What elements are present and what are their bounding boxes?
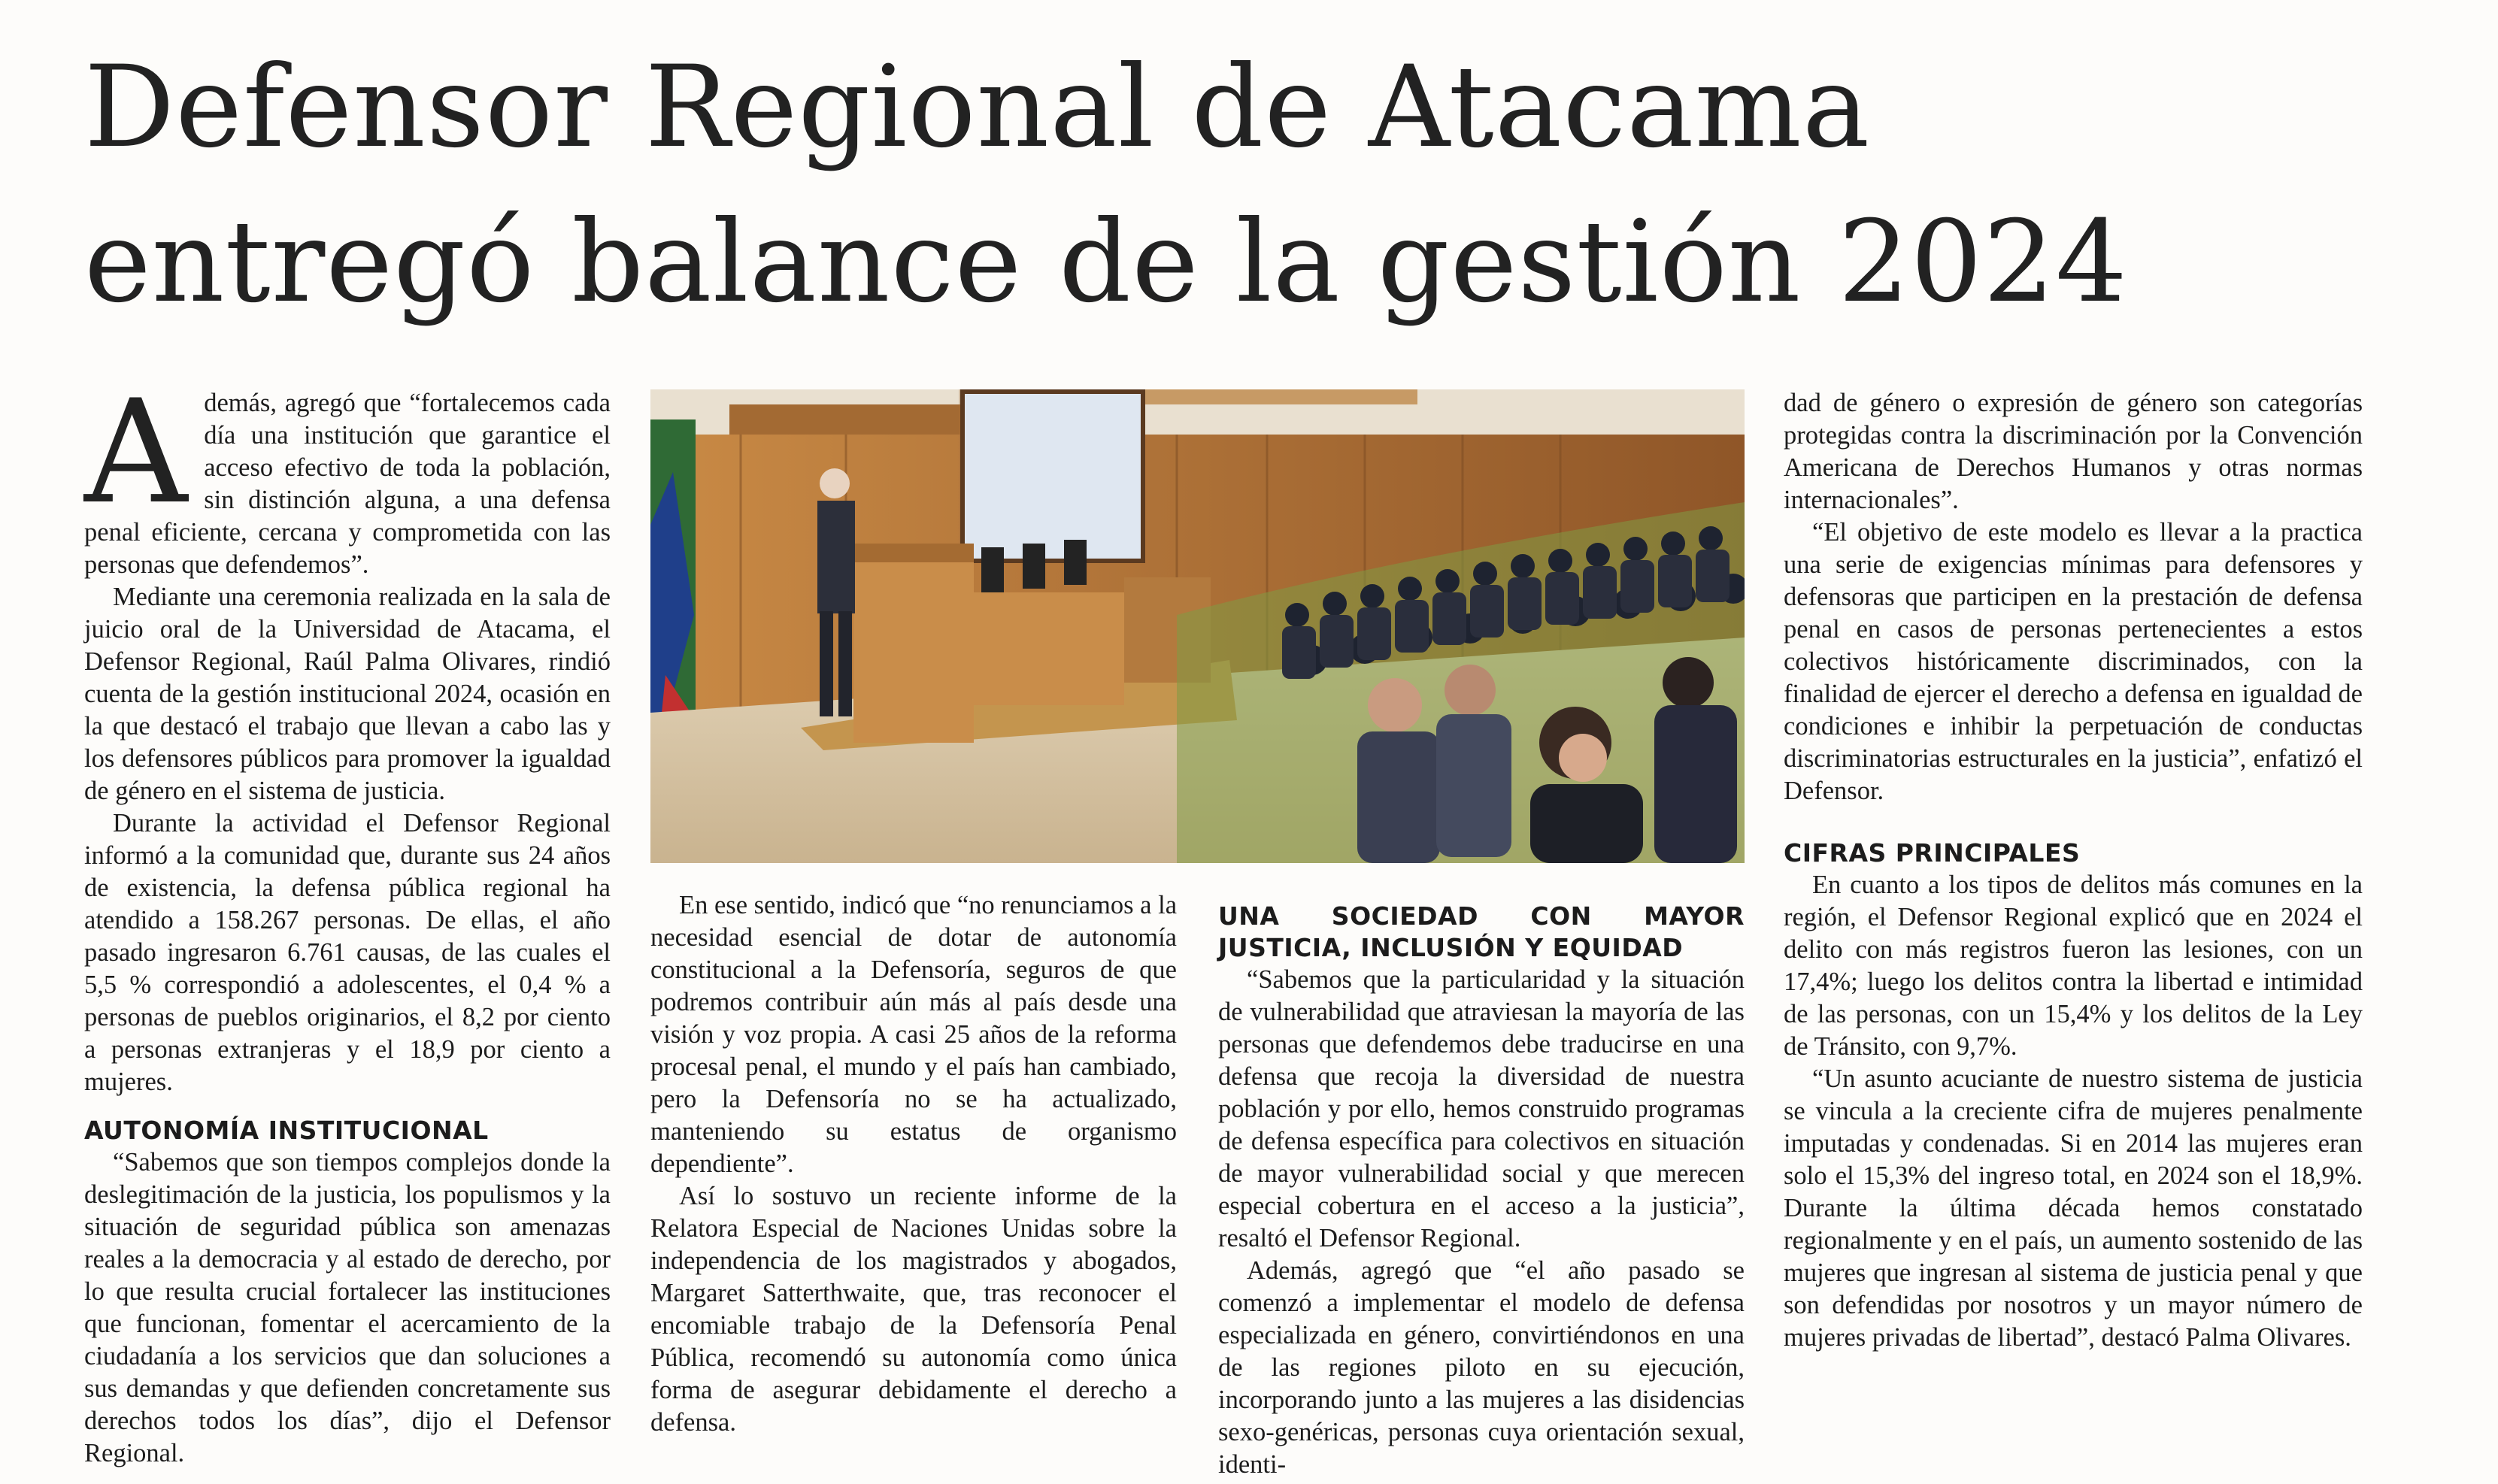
column-3 bbox=[1218, 901, 1745, 1481]
column-1 bbox=[84, 369, 611, 1470]
paragraph: Así lo sostuvo un reciente informe de la Relatora Especial de Naciones Unidas sobre la independencia de los magistrados y abogados, Margaret Satterthwaite, que, tras reconocer el encomiable trabajo de la Defensoría Penal Pública, recomendó su autonomía como única forma de asegurar debidamente el derecho a defensa. bbox=[650, 1182, 1177, 1437]
intro-paragraph bbox=[84, 369, 611, 581]
paragraph: “Sabemos que son tiempos complejos donde la deslegitimación de la justicia, los populismos y la situación de seguridad pública son amenazas reales a la democracia y al estado de derecho, por lo que resulta crucial fortalecer las instituciones que funcionan, fomentar el acercamiento de la ciudadanía a los servicios que dan soluciones a sus demandas y que defienden concretamente sus derechos todos los días”, dijo el Defensor Regional. bbox=[84, 1148, 611, 1467]
paragraph: En ese sentido, indicó que “no renunciamos a la necesidad esencial de dotar de autonomía constitucional a la Defensoría, seguros de que podremos contribuir aún más al país desde una visión y voz propia. A casi 25 años de la reforma procesal penal, el mundo y el país han cambiado, pero la Defensoría no se ha actualizado, manteniendo su estatus de organismo dependiente”. bbox=[650, 891, 1178, 1178]
ceremony-photo bbox=[650, 389, 1745, 863]
column-2 bbox=[650, 889, 1177, 1439]
paragraph: Mediante una ceremonia realizada en la sala de juicio oral de la Universidad de Atacama, el Defensor Regional, Raúl Palma Olivares, rindió cuenta de la gestión institucional 2024, ocasión en la que destacó el trabajo que llevan a cabo las y los defensores públicos para promover la igualdad de género en el sistema de justicia. bbox=[84, 583, 611, 805]
paragraph: “El objetivo de este modelo es llevar a la practica una serie de exigencias mínimas para defensores y defensoras que participen en la prestación de defensa penal en casos de personas pertenecientes a estos colectivos históricamente discriminados, con la finalidad de ejercer el derecho a defensa en igualdad de condiciones e inhibir la perpetuación de conductas discriminatorias estructurales en la justicia”, enfatizó el Defensor. bbox=[1784, 518, 2363, 805]
photo-ceremony-icon bbox=[650, 389, 1745, 863]
section-heading-cifras: CIFRAS PRINCIPALES bbox=[1784, 838, 2081, 868]
paragraph: Durante la actividad el Defensor Regional informó a la comunidad que, durante sus 24 años de existencia, la defensa pública regional ha atendido a 158.267 personas. De ellas, el año pasado ingresaron 6.761 causas, de las cuales el 5,5 % correspondió a adolescentes, el 0,4 % a personas de pueblos originarios, el 8,2 por ciento a personas extranjeras y el 18,9 por ciento a mujeres. bbox=[84, 809, 611, 1096]
headline bbox=[84, 30, 2415, 340]
paragraph: Además, agregó que “el año pasado se comenzó a implementar el modelo de defensa especializada en género, convirtiéndonos en una de las regiones piloto en su ejecución, incorporando junto a las mujeres a las disidencias sexo-genéricas, personas cuya orientación sexual, identi- bbox=[1218, 1256, 1745, 1479]
section-heading-autonomia: AUTONOMÍA INSTITUCIONAL bbox=[84, 1116, 489, 1145]
drop-cap: A bbox=[84, 369, 188, 535]
headline-line-1: Defensor Regional de Atacama bbox=[84, 42, 1871, 173]
paragraph: “Un asunto acuciante de nuestro sistema de justicia se vincula a la creciente cifra de mujeres penalmente imputadas y condenadas. Si en 2014 las mujeres eran solo el 15,3% del ingreso total, en 2024 son el 18,9%. Durante la última década hemos constatado regionalmente y en el país, un aumento sostenido de las mujeres que ingresan al sistema de justicia penal y que son defendidas por nosotros y un mayor número de mujeres privadas de libertad”, destacó Palma Olivares. bbox=[1784, 1065, 2363, 1352]
column-4 bbox=[1784, 387, 2363, 1354]
headline-line-2: entregó balance de la gestión 2024 bbox=[84, 197, 2128, 328]
paragraph: “Sabemos que la particularidad y la situación de vulnerabilidad que atraviesan la mayoría de las personas que defendemos debe traducirse en una defensa que recoja la diversidad de nuestra población y por ello, hemos construido programas de defensa específica para colectivos en situación de mayor vulnerabilidad social y que merecen especial cobertura en el acceso a la justicia”, resaltó el Defensor Regional. bbox=[1218, 965, 1745, 1252]
intro-text: demás, agregó que “fortalecemos cada día una institución que garantice el acceso efectivo de toda la población, sin distinción alguna, a una defensa penal eficiente, cercana y comprometida con las personas que defendemos”. bbox=[84, 389, 611, 579]
paragraph: En cuanto a los tipos de delitos más comunes en la región, el Defensor Regional explicó que en 2024 el delito con más registros fueron las lesiones, con un 17,4%; luego los delitos contra la libertad e intimidad de las personas, con un 15,4% y los delitos de la Ley de Tránsito, con 9,7%. bbox=[1784, 871, 2363, 1061]
paragraph: dad de género o expresión de género son categorías protegidas contra la discriminación por la Convención Americana de Derechos Humanos y otras normas internacionales”. bbox=[1784, 389, 2363, 514]
section-heading-sociedad: UNA SOCIEDAD CON MAYOR JUSTICIA, INCLUSIÓN Y EQUIDAD bbox=[1218, 901, 1745, 962]
